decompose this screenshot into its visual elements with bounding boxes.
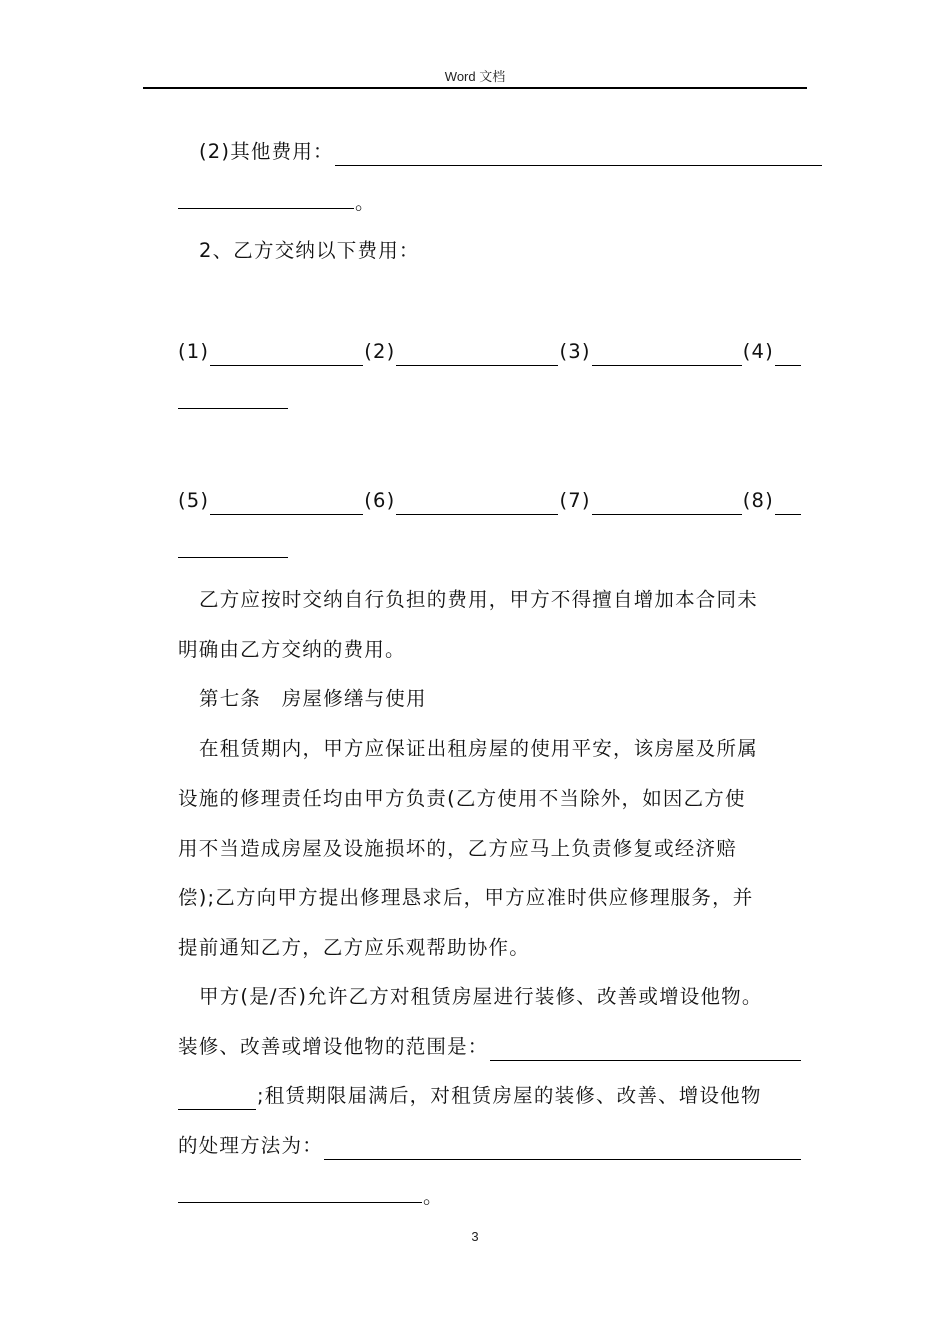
fee-row-1 — [178, 338, 802, 366]
other-fees-label: (2)其他费用： — [199, 140, 334, 163]
fee-row-2-continuation — [178, 537, 802, 566]
decor-paragraph-continuation — [178, 1182, 802, 1211]
fee-label-1: (1) — [178, 340, 210, 363]
fee-label-7: (7) — [559, 489, 591, 512]
decor-paragraph-line-2 — [178, 1033, 802, 1061]
period: 。 — [423, 1185, 444, 1208]
other-fees-continuation — [178, 188, 802, 217]
repair-paragraph-line-2: 设施的修理责任均由甲方负责(乙方使用不当除外，如因乙方使 — [178, 787, 746, 810]
repair-paragraph-line-5: 提前通知乙方，乙方应乐观帮助协作。 — [178, 936, 530, 959]
header-rule — [143, 87, 807, 89]
fee-label-6: (6) — [364, 489, 396, 512]
payment-paragraph-line-2: 明确由乙方交纳的费用。 — [178, 638, 406, 661]
fill-blank[interactable] — [592, 494, 742, 515]
decor-paragraph-line-4 — [178, 1132, 802, 1160]
decor-scope-label: 装修、改善或增设他物的范围是： — [178, 1035, 489, 1058]
article7-title: 第七条 房屋修缮与使用 — [199, 687, 427, 710]
fill-blank[interactable] — [210, 345, 363, 366]
fill-blank[interactable] — [324, 1139, 801, 1160]
fill-blank[interactable] — [396, 345, 558, 366]
fee-label-3: (3) — [559, 340, 591, 363]
fill-blank[interactable] — [210, 494, 363, 515]
fee-row-1-continuation — [178, 388, 802, 417]
decor-expiry-text: ;租赁期限届满后，对租赁房屋的装修、改善、增设他物 — [257, 1084, 762, 1107]
item2-title: 2、乙方交纳以下费用： — [199, 239, 420, 262]
repair-paragraph-line-1: 在租赁期内，甲方应保证出租房屋的使用平安，该房屋及所属 — [199, 737, 758, 760]
fill-blank[interactable] — [178, 388, 288, 409]
payment-paragraph-line-1: 乙方应按时交纳自行负担的费用，甲方不得擅自增加本合同未 — [199, 588, 758, 611]
fill-blank[interactable] — [775, 494, 801, 515]
fee-row-2 — [178, 487, 802, 515]
decor-paragraph-line-3 — [178, 1082, 802, 1110]
fill-blank[interactable] — [178, 1089, 256, 1110]
page-header: Word 文档 — [444, 69, 506, 84]
fill-blank[interactable] — [178, 188, 354, 209]
fee-label-8: (8) — [742, 489, 774, 512]
fill-blank[interactable] — [775, 345, 801, 366]
fill-blank[interactable] — [396, 494, 558, 515]
decor-paragraph-line-1: 甲方(是/否)允许乙方对租赁房屋进行装修、改善或增设他物。 — [199, 985, 763, 1008]
fee-label-4: (4) — [742, 340, 774, 363]
page-number: 3 — [471, 1229, 479, 1244]
fill-blank[interactable] — [490, 1040, 801, 1061]
other-fees-line — [178, 138, 823, 166]
decor-method-label: 的处理方法为： — [178, 1134, 323, 1157]
fill-blank[interactable] — [178, 1182, 422, 1203]
repair-paragraph-line-4: 偿);乙方向甲方提出修理恳求后，甲方应准时供应修理服务，并 — [178, 886, 754, 909]
fill-blank[interactable] — [178, 537, 288, 558]
fee-label-5: (5) — [178, 489, 210, 512]
fee-label-2: (2) — [364, 340, 396, 363]
repair-paragraph-line-3: 用不当造成房屋及设施损坏的，乙方应马上负责修复或经济赔 — [178, 837, 737, 860]
fill-blank[interactable] — [335, 145, 822, 166]
period: 。 — [355, 191, 376, 214]
fill-blank[interactable] — [592, 345, 742, 366]
